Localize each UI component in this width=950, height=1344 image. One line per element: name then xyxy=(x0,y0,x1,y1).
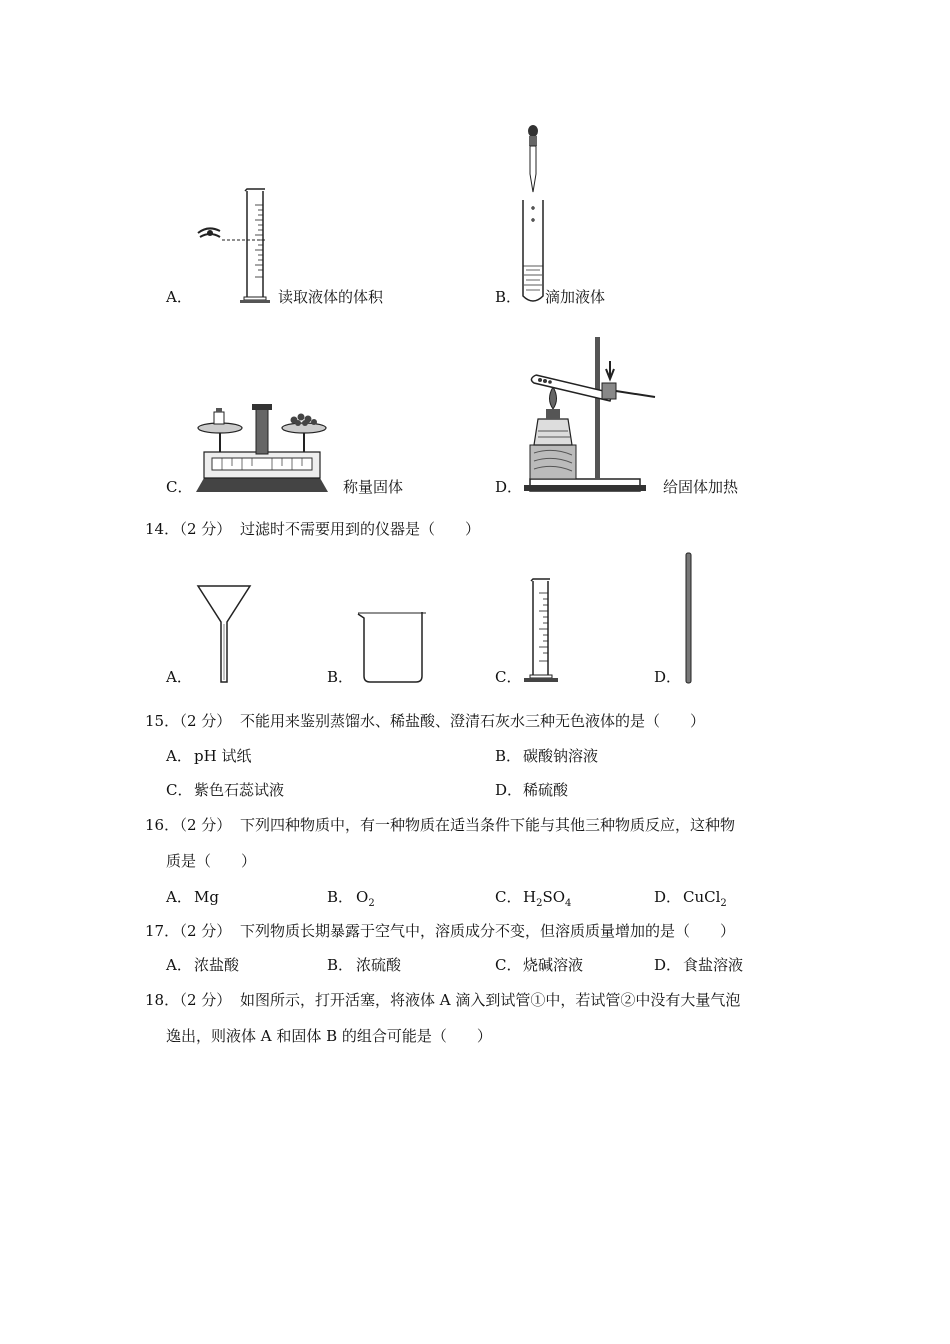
q14-option-c-letter: C． xyxy=(495,668,522,686)
q14-score: （2 分） xyxy=(172,520,232,538)
q16-option-a-letter: A． xyxy=(166,888,192,906)
q17-score: （2 分） xyxy=(172,922,232,940)
q16-score: （2 分） xyxy=(172,816,232,834)
q17-option-d-text: 食盐溶液 xyxy=(683,956,744,974)
graduated-cylinder-icon xyxy=(520,577,562,685)
balance-scale-icon xyxy=(192,400,332,494)
q17-option-c-text: 烧碱溶液 xyxy=(523,956,584,974)
q15-option-a-text: pH 试纸 xyxy=(194,747,252,765)
q13-option-d-caption: 给固体加热 xyxy=(663,478,739,496)
q15-option-b-letter: B． xyxy=(495,747,522,765)
q16-option-a-formula: Mg xyxy=(194,888,219,906)
q17-number: 17． xyxy=(145,922,180,940)
q17-option-b-text: 浓硫酸 xyxy=(356,956,402,974)
q17-option-a-letter: A． xyxy=(166,956,192,974)
q16-option-b-formula: $O_2$ xyxy=(356,888,375,909)
q14-option-d-letter: D． xyxy=(654,668,682,686)
q16-option-c-letter: C． xyxy=(495,888,522,906)
q18-stem-line1: 如图所示，打开活塞，将液体 A 滴入到试管①中，若试管②中没有大量气泡 xyxy=(240,991,741,1009)
q14-number: 14． xyxy=(145,520,180,538)
q17-stem: 下列物质长期暴露于空气中，溶质成分不变，但溶质质量增加的是（ ） xyxy=(240,922,736,940)
q16-stem-line2: 质是（ ） xyxy=(166,852,257,870)
beaker-icon xyxy=(356,610,428,685)
q16-stem-line1: 下列四种物质中，有一种物质在适当条件下能与其他三种物质反应，这种物 xyxy=(240,816,736,834)
q16-option-c-formula: $H_2SO_4$ xyxy=(523,888,572,909)
funnel-icon xyxy=(196,584,252,684)
dropper-test-tube-icon xyxy=(518,124,548,310)
q15-option-d-letter: D． xyxy=(495,781,523,799)
glass-rod-icon xyxy=(684,552,694,684)
q18-stem-line2: 逸出，则液体 A 和固体 B 的组合可能是（ ） xyxy=(166,1027,492,1045)
q16-option-d-letter: D． xyxy=(654,888,682,906)
q16-option-d-formula: CuCl$_2$ xyxy=(683,888,727,909)
q15-option-d-text: 稀硫酸 xyxy=(523,781,569,799)
q16-option-b-letter: B． xyxy=(327,888,354,906)
q16-number: 16． xyxy=(145,816,180,834)
q13-option-b-letter: B． xyxy=(495,288,522,306)
graduated-cylinder-reading-icon xyxy=(190,185,280,305)
q15-number: 15． xyxy=(145,712,180,730)
q13-option-c-letter: C． xyxy=(166,478,193,496)
q13-option-c-caption: 称量固体 xyxy=(343,478,404,496)
q14-option-b-letter: B． xyxy=(327,668,354,686)
q18-score: （2 分） xyxy=(172,991,232,1009)
heating-apparatus-icon xyxy=(520,335,660,495)
q13-option-a-letter: A． xyxy=(166,288,192,306)
q13-option-b-caption: 滴加液体 xyxy=(545,288,606,306)
q15-option-c-letter: C． xyxy=(166,781,193,799)
q14-stem: 过滤时不需要用到的仪器是（ ） xyxy=(240,520,481,538)
q14-option-a-letter: A． xyxy=(166,668,192,686)
q15-option-c-text: 紫色石蕊试液 xyxy=(194,781,285,799)
q17-option-d-letter: D． xyxy=(654,956,682,974)
q17-option-a-text: 浓盐酸 xyxy=(194,956,240,974)
q15-stem: 不能用来鉴别蒸馏水、稀盐酸、澄清石灰水三种无色液体的是（ ） xyxy=(240,712,706,730)
q17-option-b-letter: B． xyxy=(327,956,354,974)
q13-option-d-letter: D． xyxy=(495,478,523,496)
q18-number: 18． xyxy=(145,991,180,1009)
q15-score: （2 分） xyxy=(172,712,232,730)
q15-option-a-letter: A． xyxy=(166,747,192,765)
q13-option-a-caption: 读取液体的体积 xyxy=(278,288,384,306)
q15-option-b-text: 碳酸钠溶液 xyxy=(523,747,599,765)
q17-option-c-letter: C． xyxy=(495,956,522,974)
